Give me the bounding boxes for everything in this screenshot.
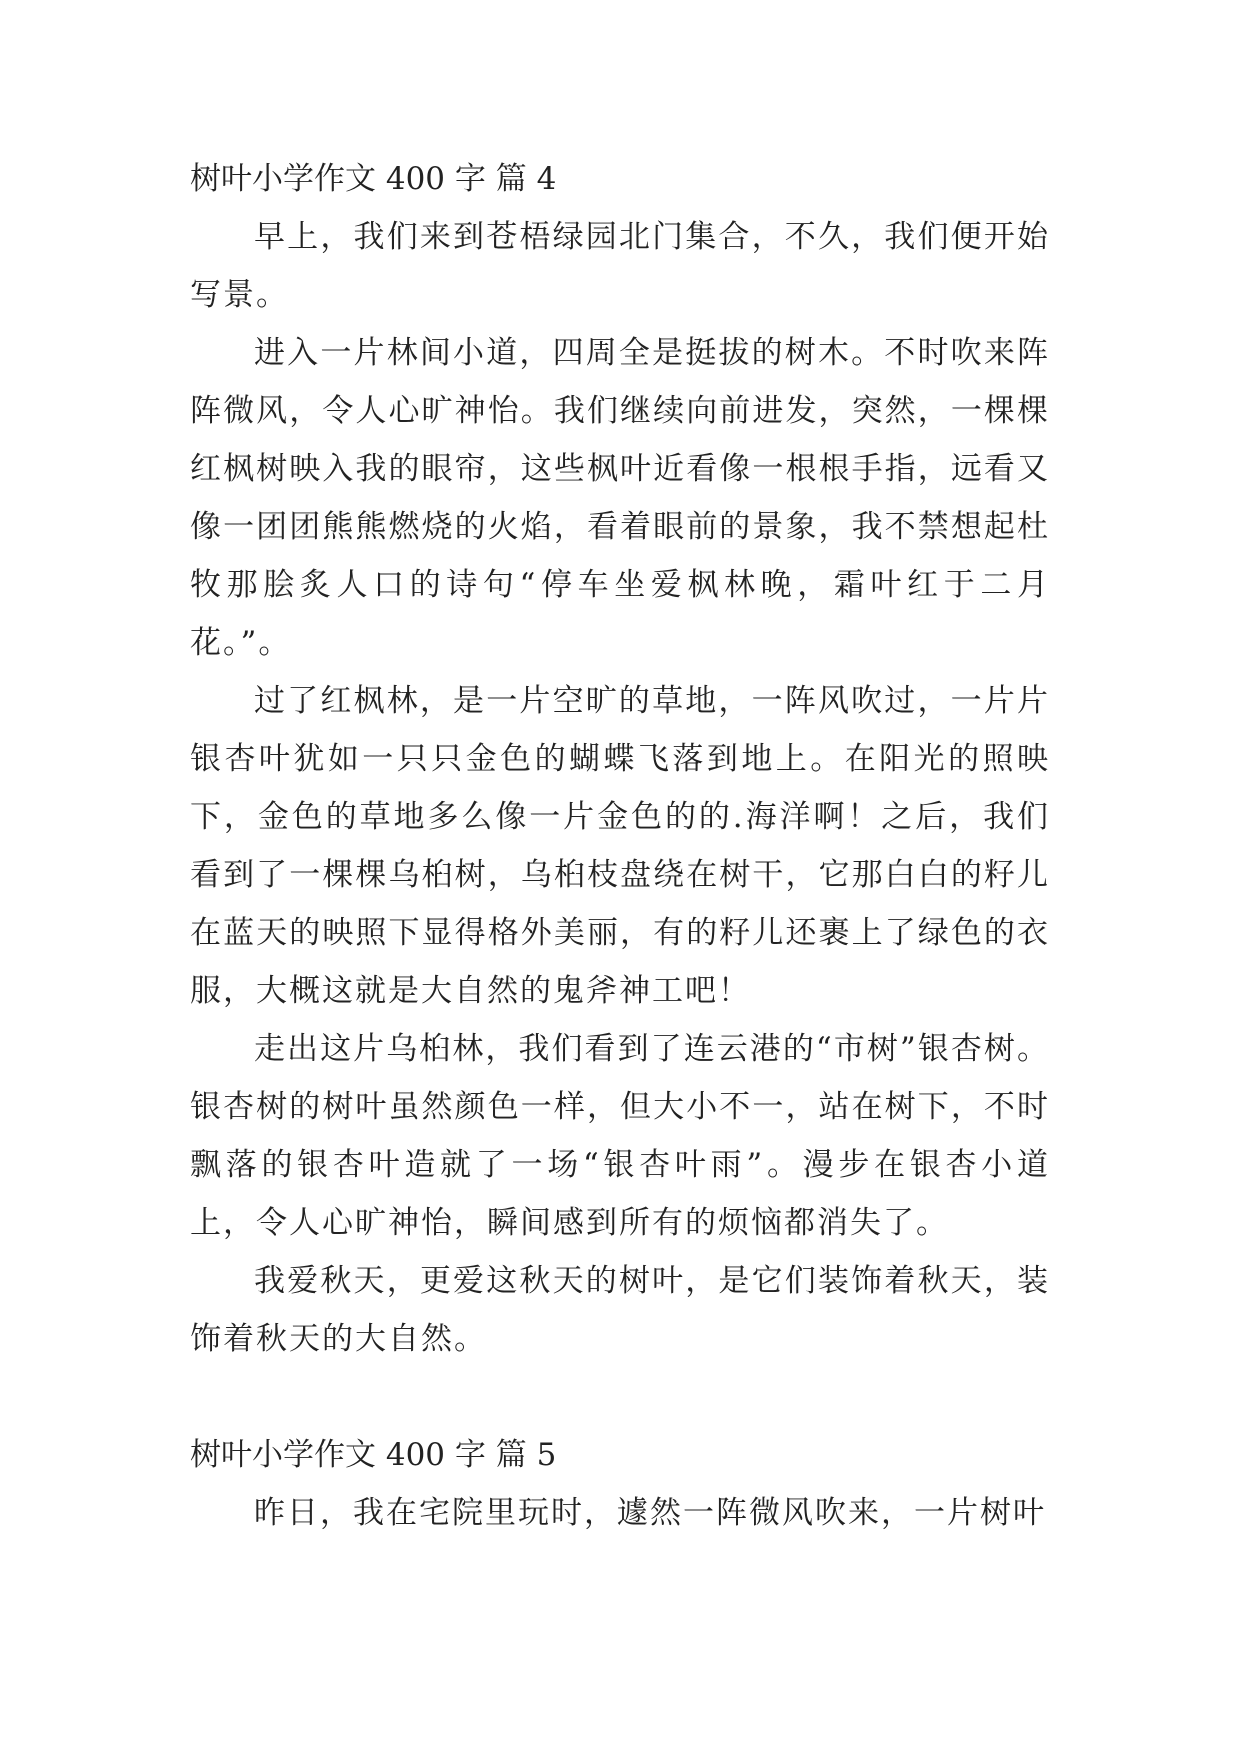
essay-section-5 [190,1426,1050,1542]
paragraph: 昨日，我在宅院里玩时，遽然一阵微风吹来，一片树叶 [254,1495,1046,1531]
section-title: 树叶小学作文 400 字 篇 5 [190,1437,557,1473]
paragraph: 早上，我们来到苍梧绿园北门集合，不久，我们便开始写景。 [190,219,1050,313]
document-content [190,150,1050,1542]
paragraph: 走出这片乌桕林，我们看到了连云港的“市树”银杏树。银杏树的树叶虽然颜色一样，但大小不一，站在树下，不时飘落的银杏叶造就了一场“银杏叶雨”。漫步在银杏小道上，令人心旷神怡，瞬间感到所有的烦恼都消失了。 [190,1031,1050,1241]
section-spacer [190,1368,1050,1426]
essay-section-4 [190,150,1050,1368]
paragraph: 进入一片林间小道，四周全是挺拔的树木。不时吹来阵阵微风，令人心旷神怡。我们继续向前进发，突然，一棵棵红枫树映入我的眼帘，这些枫叶近看像一根根手指，远看又像一团团熊熊燃烧的火焰，看着眼前的景象，我不禁想起杜牧那脍炙人口的诗句“停车坐爱枫林晚，霜叶红于二月花。”。 [190,335,1050,661]
paragraph: 过了红枫林，是一片空旷的草地，一阵风吹过，一片片银杏叶犹如一只只金色的蝴蝶飞落到地上。在阳光的照映下，金色的草地多么像一片金色的的.海洋啊！之后，我们看到了一棵棵乌桕树，乌桕枝盘绕在树干，它那白白的籽儿在蓝天的映照下显得格外美丽，有的籽儿还裹上了绿色的衣服，大概这就是大自然的鬼斧神工吧！ [190,683,1050,1009]
paragraph: 我爱秋天，更爱这秋天的树叶，是它们装饰着秋天，装饰着秋天的大自然。 [190,1263,1050,1357]
section-title: 树叶小学作文 400 字 篇 4 [190,161,557,197]
